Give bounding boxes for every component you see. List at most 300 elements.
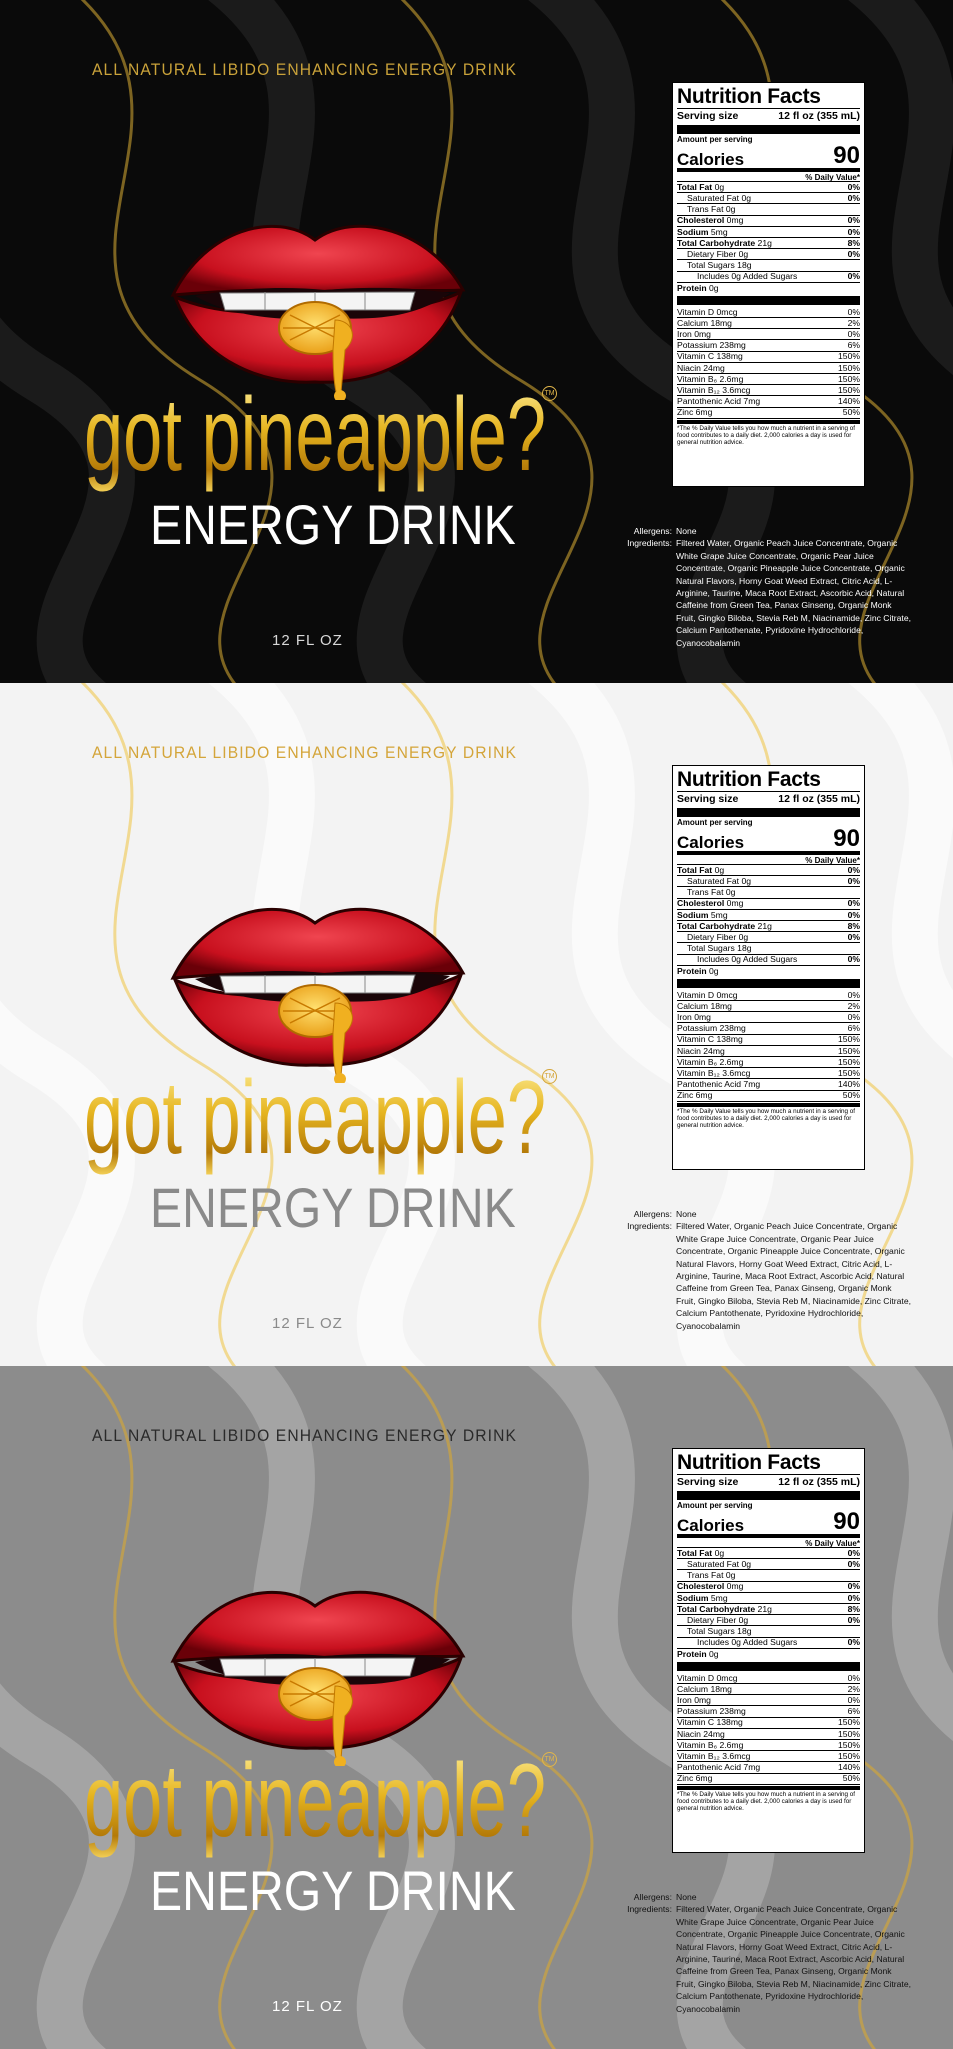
nf-nutrient-row <box>677 1649 860 1660</box>
ingredients-value: Filtered Water, Organic Peach Juice Concentrate, Organic White Grape Juice Concentrate, Organic Pear Juice Concentrate, Organic Pineapple Juice Concentrate, Organic Natural Flavors, Horny Goat Weed Extract, Citric Acid, L-Arginine, Taurine, Maca Root Extract, Ascorbic Acid, Natural Caffeine from Green Tea, Panax Ginseng, Organic Monk Fruit, Gingko Biloba, Stevia Reb M, Niacinamide, Zinc Citrate, Calcium Pantothenate, Pyridoxine Hydrochloride, Cyanocobalamin <box>676 1221 911 1331</box>
nf-divider <box>677 296 860 305</box>
nf-vitamin-name <box>677 319 732 328</box>
nf-nutrient-row <box>677 1582 860 1593</box>
nf-nutrient-label: Total Fat <box>677 182 713 192</box>
nf-vitamin-label: Calcium <box>677 1684 709 1694</box>
ingredients-block <box>625 1891 915 2015</box>
nf-nutrient-rows <box>677 1548 860 1660</box>
nf-vitamin-label: Potassium <box>677 1706 718 1717</box>
nf-vitamin-row <box>677 1046 860 1057</box>
nf-vitamin-row <box>677 1057 860 1068</box>
ingredients-block <box>625 525 915 649</box>
nf-nutrient-dv: 8% <box>847 920 860 931</box>
label-panel-gray <box>0 1366 953 2049</box>
nf-nutrient-name <box>677 1616 748 1625</box>
nf-nutrient-amount: 5mg <box>710 1592 728 1603</box>
trademark-text: TM <box>542 1069 557 1084</box>
nf-nutrient-row <box>677 283 860 294</box>
nf-vitamin-name <box>677 991 738 1000</box>
allergens-row <box>625 525 915 537</box>
nf-nutrient-amount: 0mg <box>726 1581 744 1592</box>
nf-nutrient-row <box>677 260 860 271</box>
nf-dv-header: % Daily Value* <box>677 851 860 865</box>
ingredients-label: Ingredients: <box>627 1904 672 1915</box>
nf-nutrient-label: Total Sugars <box>687 943 735 954</box>
nf-nutrient-dv: 0% <box>847 1615 860 1625</box>
nf-vitamin-name <box>677 1718 743 1727</box>
nf-nutrient-label: Cholesterol <box>677 1581 725 1592</box>
nf-serving-row <box>677 1474 860 1489</box>
nf-nutrient-label: Total Carbohydrate <box>677 237 756 248</box>
nf-nutrient-label: Trans Fat <box>687 1570 724 1581</box>
nf-title: Nutrition Facts <box>677 85 821 108</box>
nf-nutrient-name <box>677 1627 752 1636</box>
nf-vitamin-dv: 150% <box>838 351 860 362</box>
ingredients-block <box>625 1208 915 1332</box>
nf-nutrient-name <box>677 1638 797 1647</box>
nf-nutrient-row <box>677 216 860 227</box>
nf-nutrient-label: Dietary Fiber <box>687 932 737 942</box>
nf-nutrient-name <box>677 205 735 214</box>
nf-footnote: *The % Daily Value tells you how much a nutrient in a serving of food contributes to a daily diet. 2,000 calories a day is used for general nutrition advice. <box>677 420 860 446</box>
nf-nutrient-label: Includes 0g Added Sugars <box>697 1637 798 1648</box>
nf-nutrient-name <box>677 194 751 203</box>
nf-nutrient-dv: 0% <box>847 898 860 909</box>
nf-vitamin-amount: 18mg <box>710 1001 732 1011</box>
nf-nutrient-name <box>677 888 735 897</box>
nf-nutrient-label: Total Sugars <box>687 1626 735 1637</box>
nf-calories-value: 90 <box>833 142 860 169</box>
nf-vitamin-name <box>677 1069 750 1078</box>
trademark-text: TM <box>542 386 557 401</box>
nf-vitamin-label: Vitamin B₆ <box>677 1057 718 1067</box>
brand-logo <box>80 378 560 498</box>
nf-calories-label: Calories <box>677 150 745 169</box>
nf-vitamin-name <box>677 1685 732 1694</box>
nf-vitamin-amount: 24mg <box>703 362 725 373</box>
nf-nutrient-dv: 0% <box>847 1559 860 1569</box>
nf-nutrient-name <box>677 1549 724 1558</box>
nf-nutrient-dv: 0% <box>847 249 860 259</box>
nf-nutrient-amount: 0mg <box>726 898 744 909</box>
nf-vitamin-amount: 238mg <box>719 1706 746 1717</box>
nf-vitamin-label: Pantothenic Acid <box>677 396 742 407</box>
nf-vitamin-dv: 0% <box>847 1695 860 1706</box>
nf-vitamin-amount: 238mg <box>719 340 746 351</box>
nf-vitamin-row <box>677 408 860 419</box>
nf-nutrient-amount: 0g <box>738 249 749 259</box>
nf-calories-row <box>677 825 860 852</box>
nf-vitamin-name <box>677 308 738 317</box>
nf-nutrient-amount: 5mg <box>710 226 728 237</box>
nf-nutrient-amount: 0g <box>738 932 749 942</box>
nf-vitamin-name <box>677 1080 760 1089</box>
nf-vitamin-amount: 24mg <box>703 1728 725 1739</box>
nf-vitamin-dv: 0% <box>847 1012 860 1023</box>
nf-vitamin-name <box>677 1741 743 1750</box>
nf-serving-row <box>677 108 860 123</box>
nf-dv-header: % Daily Value* <box>677 168 860 182</box>
nf-vitamin-dv: 0% <box>847 306 860 317</box>
nf-nutrient-label: Sodium <box>677 226 709 237</box>
wave-stroke <box>0 1366 120 2049</box>
nf-dv-header: % Daily Value* <box>677 1534 860 1548</box>
nf-calories-label: Calories <box>677 1516 745 1535</box>
nf-nutrient-dv: 0% <box>847 932 860 942</box>
nf-nutrient-dv: 0% <box>847 215 860 226</box>
nf-vitamin-dv: 2% <box>847 318 860 328</box>
nf-vitamin-name <box>677 1730 725 1739</box>
nf-nutrient-label: Includes 0g Added Sugars <box>697 271 798 282</box>
nf-nutrient-name <box>677 284 719 293</box>
nf-vitamin-row <box>677 307 860 318</box>
nf-vitamin-dv: 150% <box>838 1045 860 1056</box>
nf-vitamin-name <box>677 1774 712 1783</box>
nf-vitamin-row <box>677 318 860 329</box>
nf-vitamin-row <box>677 1695 860 1706</box>
nf-nutrient-row <box>677 921 860 932</box>
brand-text: got pineapple? <box>84 378 546 493</box>
nf-vitamin-label: Vitamin B₆ <box>677 1740 718 1750</box>
nf-vitamin-dv: 6% <box>847 340 860 351</box>
nf-vitamin-label: Vitamin D <box>677 989 715 1000</box>
allergens-label: Allergens: <box>633 526 672 536</box>
nf-vitamin-name <box>677 364 725 373</box>
nf-nutrient-amount: 18g <box>737 1626 752 1637</box>
nf-serving-label: Serving size <box>677 109 739 122</box>
nf-nutrient-label: Total Carbohydrate <box>677 1603 756 1614</box>
nf-nutrient-name <box>677 1582 743 1591</box>
nf-vitamin-name <box>677 1035 743 1044</box>
nf-nutrient-name <box>677 911 728 920</box>
nf-divider <box>677 1491 860 1500</box>
nf-nutrient-name <box>677 866 724 875</box>
nf-vitamin-dv: 140% <box>838 396 860 407</box>
nf-nutrient-amount: 0g <box>714 1548 725 1558</box>
nf-vitamin-name <box>677 386 750 395</box>
brand-text: got pineapple? <box>84 1744 546 1859</box>
nf-vitamin-amount: 0mg <box>694 1695 711 1706</box>
nf-vitamin-dv: 50% <box>842 1090 860 1101</box>
trademark-text: TM <box>542 1752 557 1767</box>
nf-nutrient-name <box>677 239 772 248</box>
nf-vitamin-name <box>677 341 746 350</box>
nf-vitamin-amount: 6mg <box>695 1090 713 1101</box>
nf-vitamin-label: Pantothenic Acid <box>677 1079 742 1090</box>
tagline: ALL NATURAL LIBIDO ENHANCING ENERGY DRINK <box>92 743 518 762</box>
wave-stroke <box>0 683 120 1366</box>
nf-nutrient-name <box>677 250 748 259</box>
lips-pineapple-illustration <box>165 1566 470 1766</box>
nf-nutrient-amount: 0mg <box>726 215 744 226</box>
nf-vitamin-name <box>677 1752 750 1761</box>
nf-vitamin-label: Potassium <box>677 1023 718 1034</box>
nf-vitamin-amount: 138mg <box>716 1034 743 1045</box>
nf-nutrient-row <box>677 899 860 910</box>
allergens-label: Allergens: <box>633 1209 672 1219</box>
nf-vitamin-row <box>677 1762 860 1773</box>
nf-vitamin-row <box>677 352 860 363</box>
nf-nutrient-amount: 0g <box>709 1648 719 1659</box>
nf-vitamin-name <box>677 330 711 339</box>
nf-vitamin-dv: 150% <box>838 385 860 395</box>
nf-vitamin-label: Zinc <box>677 1773 694 1784</box>
nf-nutrient-amount: 18g <box>737 943 752 954</box>
nf-vitamin-amount: 7mg <box>743 396 761 407</box>
nf-calories-row <box>677 1508 860 1535</box>
nf-vitamin-name <box>677 1763 760 1772</box>
trademark-mark <box>542 1750 557 1767</box>
nf-vitamin-name <box>677 375 743 384</box>
nf-vitamin-row <box>677 1091 860 1102</box>
nf-vitamin-label: Vitamin B₁₂ <box>677 1751 720 1761</box>
ingredients-label: Ingredients: <box>627 1221 672 1232</box>
nf-nutrient-amount: 21g <box>757 920 772 931</box>
nf-nutrient-row <box>677 272 860 283</box>
nf-vitamin-name <box>677 1707 746 1716</box>
nf-vitamin-amount: 2.6mg <box>719 1740 744 1750</box>
nf-vitamin-label: Iron <box>677 1012 692 1023</box>
nf-title: Nutrition Facts <box>677 1451 821 1474</box>
nf-vitamin-amount: 0mg <box>694 329 711 340</box>
nf-nutrient-amount: 0g <box>725 1570 736 1581</box>
nf-vitamin-amount: 0mcg <box>716 989 738 1000</box>
nf-nutrient-label: Trans Fat <box>687 204 724 215</box>
nf-vitamin-row <box>677 1751 860 1762</box>
nf-nutrient-label: Total Sugars <box>687 260 735 271</box>
nf-nutrient-label: Protein <box>677 1648 707 1659</box>
nf-nutrient-row <box>677 193 860 204</box>
nf-nutrient-dv: 0% <box>847 909 860 920</box>
nf-nutrient-row <box>677 943 860 954</box>
tagline: ALL NATURAL LIBIDO ENHANCING ENERGY DRINK <box>92 1426 518 1445</box>
nf-vitamin-dv: 6% <box>847 1706 860 1717</box>
nf-nutrient-amount: 0g <box>714 182 725 192</box>
nf-vitamin-amount: 0mcg <box>716 306 738 317</box>
nf-calories-label: Calories <box>677 833 745 852</box>
nf-nutrient-name <box>677 967 719 976</box>
nf-footnote: *The % Daily Value tells you how much a nutrient in a serving of food contributes to a daily diet. 2,000 calories a day is used for general nutrition advice. <box>677 1786 860 1812</box>
ingredients-row <box>625 1220 915 1332</box>
nf-nutrient-amount: 0g <box>741 1559 752 1569</box>
nf-vitamin-dv: 150% <box>838 1740 860 1750</box>
nf-nutrient-amount: 0g <box>725 204 736 215</box>
nf-vitamin-amount: 18mg <box>710 318 732 328</box>
nf-vitamin-amount: 2.6mg <box>719 1057 744 1067</box>
product-name: ENERGY DRINK <box>150 1176 516 1239</box>
nf-nutrient-name <box>677 228 728 237</box>
label-panel-black <box>0 0 953 683</box>
label-panel-white <box>0 683 953 1366</box>
nf-divider <box>677 125 860 134</box>
nf-amount-label: Amount per serving <box>677 135 753 144</box>
nf-vitamin-row <box>677 374 860 385</box>
nf-nutrient-row <box>677 966 860 977</box>
nf-vitamin-row <box>677 1068 860 1079</box>
nf-vitamin-row <box>677 1706 860 1717</box>
product-name: ENERGY DRINK <box>150 1859 516 1922</box>
nf-nutrient-row <box>677 887 860 898</box>
trademark-mark <box>542 384 557 401</box>
nf-vitamin-amount: 18mg <box>710 1684 732 1694</box>
nf-nutrient-row <box>677 182 860 193</box>
nf-nutrient-dv: 8% <box>847 237 860 248</box>
nf-nutrient-name <box>677 1571 735 1580</box>
nf-vitamin-name <box>677 397 760 406</box>
nf-nutrient-dv: 0% <box>847 865 860 875</box>
nf-nutrient-rows <box>677 865 860 977</box>
brand-text: got pineapple? <box>84 1061 546 1176</box>
nf-vitamin-row <box>677 1774 860 1785</box>
nf-nutrient-name <box>677 1594 728 1603</box>
nf-nutrient-name <box>677 1605 772 1614</box>
nf-vitamin-amount: 3.6mcg <box>722 1751 751 1761</box>
nf-serving-value: 12 fl oz (355 mL) <box>778 1475 860 1488</box>
nf-vitamin-row <box>677 363 860 374</box>
ingredients-row <box>625 537 915 649</box>
nf-nutrient-dv: 0% <box>847 182 860 192</box>
nf-nutrient-row <box>677 1615 860 1626</box>
volume: 12 FL OZ <box>272 632 343 649</box>
nf-vitamin-name <box>677 352 743 361</box>
nf-nutrient-label: Dietary Fiber <box>687 1615 737 1625</box>
nf-vitamin-row <box>677 990 860 1001</box>
nf-serving-label: Serving size <box>677 1475 739 1488</box>
nf-vitamin-label: Vitamin C <box>677 1717 715 1728</box>
nf-nutrient-label: Cholesterol <box>677 215 725 226</box>
ingredients-value: Filtered Water, Organic Peach Juice Concentrate, Organic White Grape Juice Concentrate, Organic Pear Juice Concentrate, Organic Pineapple Juice Concentrate, Organic Natural Flavors, Horny Goat Weed Extract, Citric Acid, L-Arginine, Taurine, Maca Root Extract, Ascorbic Acid, Natural Caffeine from Green Tea, Panax Ginseng, Organic Monk Fruit, Gingko Biloba, Stevia Reb M, Niacinamide, Zinc Citrate, Calcium Pantothenate, Pyridoxine Hydrochloride, Cyanocobalamin <box>676 538 911 648</box>
nf-vitamin-dv: 6% <box>847 1023 860 1034</box>
nf-vitamin-row <box>677 1740 860 1751</box>
nf-nutrient-dv: 0% <box>847 954 860 965</box>
nf-vitamin-rows <box>677 990 860 1102</box>
nf-vitamin-dv: 50% <box>842 1773 860 1784</box>
allergens-value: None <box>676 526 697 536</box>
nf-nutrient-name <box>677 899 743 908</box>
nf-nutrient-dv: 0% <box>847 226 860 237</box>
nf-vitamin-amount: 0mcg <box>716 1672 738 1683</box>
nf-nutrient-name <box>677 1650 719 1659</box>
nf-vitamin-label: Calcium <box>677 1001 709 1011</box>
nf-vitamin-name <box>677 1091 712 1100</box>
nf-title: Nutrition Facts <box>677 768 821 791</box>
nf-nutrient-name <box>677 183 724 192</box>
nutrition-facts-panel <box>672 1448 865 1853</box>
nf-vitamin-dv: 150% <box>838 1751 860 1761</box>
nutrition-facts-panel <box>672 82 865 487</box>
nf-nutrient-row <box>677 932 860 943</box>
nf-vitamin-label: Zinc <box>677 407 694 418</box>
nf-calories-row <box>677 142 860 169</box>
nf-vitamin-amount: 3.6mcg <box>722 1068 751 1078</box>
nf-vitamin-dv: 150% <box>838 1068 860 1078</box>
allergens-value: None <box>676 1209 697 1219</box>
nf-amount-label: Amount per serving <box>677 818 753 827</box>
nf-vitamin-dv: 150% <box>838 1057 860 1067</box>
nf-vitamin-row <box>677 1718 860 1729</box>
nf-nutrient-label: Protein <box>677 282 707 293</box>
nf-vitamin-amount: 7mg <box>743 1762 761 1773</box>
nf-serving-label: Serving size <box>677 792 739 805</box>
nf-divider <box>677 979 860 988</box>
nf-vitamin-dv: 150% <box>838 362 860 373</box>
nf-serving-value: 12 fl oz (355 mL) <box>778 792 860 805</box>
nf-nutrient-label: Protein <box>677 965 707 976</box>
nf-divider <box>677 1662 860 1671</box>
brand-logo <box>80 1061 560 1181</box>
nf-nutrient-label: Trans Fat <box>687 887 724 898</box>
nf-nutrient-amount: 0g <box>709 282 719 293</box>
wave-stroke <box>0 0 120 683</box>
nf-vitamin-row <box>677 340 860 351</box>
nf-nutrient-row <box>677 1548 860 1559</box>
nf-vitamin-label: Iron <box>677 329 692 340</box>
nf-vitamin-amount: 2.6mg <box>719 374 744 384</box>
nf-vitamin-row <box>677 1729 860 1740</box>
tagline: ALL NATURAL LIBIDO ENHANCING ENERGY DRINK <box>92 60 518 79</box>
nf-vitamin-label: Vitamin D <box>677 306 715 317</box>
nf-vitamin-dv: 150% <box>838 1034 860 1045</box>
nf-vitamin-rows <box>677 1673 860 1785</box>
nf-nutrient-name <box>677 272 797 281</box>
nf-nutrient-dv: 8% <box>847 1603 860 1614</box>
nf-vitamin-dv: 0% <box>847 1672 860 1683</box>
nf-nutrient-row <box>677 1638 860 1649</box>
nf-nutrient-name <box>677 933 748 942</box>
nf-vitamin-amount: 138mg <box>716 351 743 362</box>
allergens-label: Allergens: <box>633 1892 672 1902</box>
nf-nutrient-row <box>677 238 860 249</box>
nf-nutrient-rows <box>677 182 860 294</box>
nf-vitamin-name <box>677 1058 743 1067</box>
nf-vitamin-amount: 6mg <box>695 1773 713 1784</box>
nf-nutrient-label: Cholesterol <box>677 898 725 909</box>
nf-nutrient-row <box>677 204 860 215</box>
nf-vitamin-row <box>677 1023 860 1034</box>
nf-nutrient-name <box>677 877 751 886</box>
nf-serving-value: 12 fl oz (355 mL) <box>778 109 860 122</box>
nf-nutrient-row <box>677 876 860 887</box>
trademark-mark <box>542 1067 557 1084</box>
nf-vitamin-dv: 2% <box>847 1001 860 1011</box>
nf-nutrient-label: Sodium <box>677 909 709 920</box>
nf-nutrient-label: Total Fat <box>677 865 713 875</box>
volume: 12 FL OZ <box>272 1315 343 1332</box>
nf-vitamin-row <box>677 1001 860 1012</box>
nf-vitamin-label: Vitamin C <box>677 351 715 362</box>
nf-vitamin-dv: 150% <box>838 1728 860 1739</box>
nf-amount-label: Amount per serving <box>677 1501 753 1510</box>
nf-nutrient-row <box>677 1559 860 1570</box>
nf-nutrient-amount: 0g <box>714 865 725 875</box>
nf-vitamin-row <box>677 396 860 407</box>
nf-vitamin-rows <box>677 307 860 419</box>
nf-vitamin-amount: 7mg <box>743 1079 761 1090</box>
nf-nutrient-dv: 0% <box>847 876 860 886</box>
nf-vitamin-label: Vitamin B₆ <box>677 374 718 384</box>
allergens-row <box>625 1891 915 1903</box>
allergens-value: None <box>676 1892 697 1902</box>
nf-nutrient-name <box>677 944 752 953</box>
nf-nutrient-dv: 0% <box>847 271 860 282</box>
nf-vitamin-dv: 140% <box>838 1079 860 1090</box>
nf-vitamin-name <box>677 408 712 417</box>
volume: 12 FL OZ <box>272 1998 343 2015</box>
nf-vitamin-amount: 138mg <box>716 1717 743 1728</box>
nf-vitamin-row <box>677 1079 860 1090</box>
lips-pineapple-illustration <box>165 200 470 400</box>
nf-nutrient-row <box>677 865 860 876</box>
